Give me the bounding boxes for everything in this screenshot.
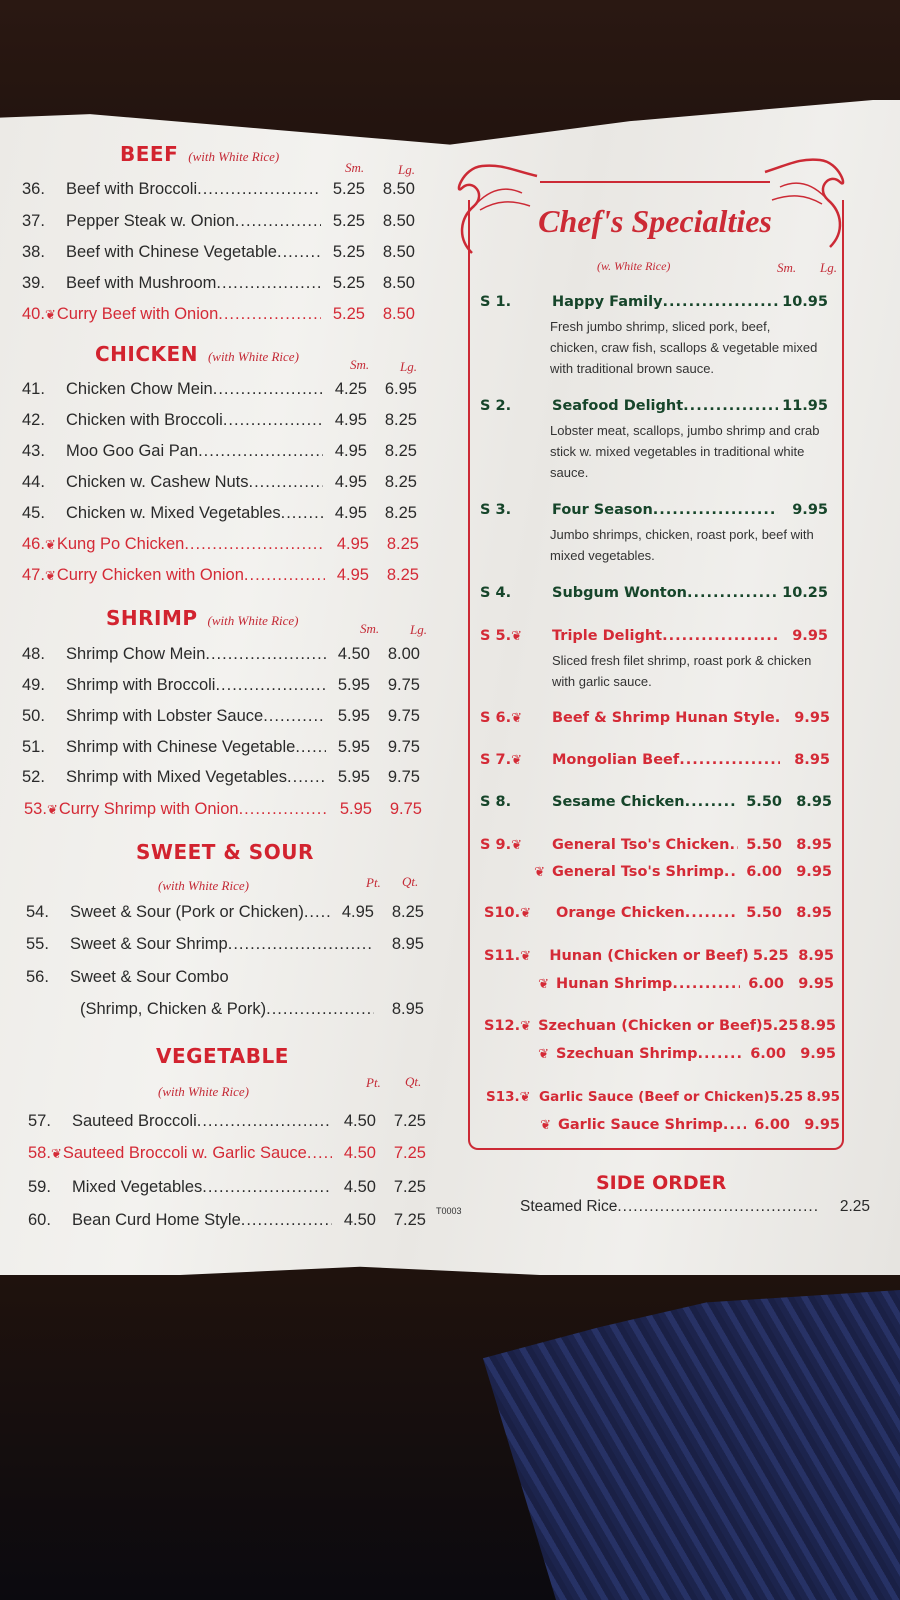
menu-item: 41. Chicken Chow Mein ..... 4.25 6.95 — [22, 380, 417, 399]
section-note: (with White Rice) — [158, 1084, 249, 1099]
specialty-item-spicy: S 7.❦ Mongolian Beef ..... 8.95 — [480, 752, 830, 768]
chili-pepper-icon: ❦ — [44, 307, 56, 322]
menu-item: 38. Beef with Chinese Vegetable ..... 5.25 8.50 — [22, 243, 415, 262]
menu-item: 54. Sweet & Sour (Pork or Chicken) ..... 4.95 8.25 — [26, 903, 424, 922]
menu-item: 39. Beef with Mushroom ..... 5.25 8.50 — [22, 274, 415, 293]
specialty-item: S 8. Sesame Chicken ..... 5.50 8.95 — [480, 794, 832, 810]
chili-pepper-icon: ❦ — [534, 865, 545, 880]
specialty-item-spicy: ❦ General Tso's Shrimp ..... 6.00 9.95 — [480, 864, 832, 880]
menu-item: 49. Shrimp with Broccoli ..... 5.95 9.75 — [22, 676, 420, 695]
specialty-item: S 3. Four Season ..... 9.95 — [480, 502, 828, 518]
specialty-item-spicy: ❦ Garlic Sauce Shrimp ..... 6.00 9.95 — [486, 1117, 840, 1133]
section-title: BEEF — [120, 142, 179, 166]
size-label-quart: Qt. — [402, 874, 419, 889]
menu-item: 52. Shrimp with Mixed Vegetables ..... 5.95 9.75 — [22, 768, 420, 787]
chili-pepper-icon: ❦ — [520, 1019, 532, 1034]
chili-pepper-icon: ❦ — [50, 1146, 62, 1161]
chili-pepper-icon: ❦ — [538, 1047, 549, 1062]
chili-pepper-icon: ❦ — [511, 711, 522, 726]
specialty-item: S 1. Happy Family ..... 10.95 — [480, 294, 828, 310]
menu-item: 36. Beef with Broccoli ..... 5.25 8.50 — [22, 180, 415, 199]
chef-specialties-title: Chef's Specialties — [538, 203, 772, 239]
menu-item: 42. Chicken with Broccoli ..... 4.95 8.25 — [22, 411, 417, 430]
size-label-large: Lg. — [400, 359, 417, 374]
specialty-description: Lobster meat, scallops, jumbo shrimp and crab stick w. mixed vegetables in traditional white sauce. — [550, 423, 820, 480]
menu-item-spicy: 53. ❦ Curry Shrimp with Onion ..... 5.95 9.75 — [24, 800, 422, 819]
menu-item-spicy: 46. ❦ Kung Po Chicken ..... 4.95 8.25 — [22, 535, 419, 554]
specialty-item-spicy: S 6.❦ Beef & Shrimp Hunan Style ..... 9.95 — [480, 710, 830, 726]
menu-item: 37. Pepper Steak w. Onion ..... 5.25 8.50 — [22, 212, 415, 231]
menu-item: 60. Bean Curd Home Style ..... 4.50 7.25 — [28, 1211, 426, 1230]
chili-pepper-icon: ❦ — [520, 949, 532, 964]
section-sweet-sour-header — [136, 840, 314, 864]
specialty-item: S 4. Subgum Wonton ..... 10.25 — [480, 585, 828, 601]
chili-pepper-icon: ❦ — [519, 1090, 531, 1105]
section-vegetable-header — [156, 1044, 289, 1068]
section-shrimp-header — [106, 606, 299, 630]
specialty-item-spicy: S10.❦ Orange Chicken ..... 5.50 8.95 — [484, 905, 832, 921]
section-note: (with White Rice) — [188, 149, 280, 164]
specialty-item: S 2. Seafood Delight ..... 11.95 — [480, 398, 828, 414]
chili-pepper-icon: ❦ — [44, 568, 56, 583]
chili-pepper-icon: ❦ — [46, 802, 58, 817]
menu-item: 45. Chicken w. Mixed Vegetables ..... 4.95 8.25 — [22, 504, 417, 523]
specialty-item-spicy: S13.❦ Garlic Sauce (Beef or Chicken) 5.25 8.95 — [486, 1089, 840, 1105]
menu-item: 57. Sauteed Broccoli ..... 4.50 7.25 — [28, 1112, 426, 1131]
section-note: (with White Rice) — [207, 349, 299, 364]
menu-item-spicy: 58. ❦ Sauteed Broccoli w. Garlic Sauce ..... 4.50 7.25 — [28, 1144, 426, 1163]
specialty-item-spicy: S 5.❦ Triple Delight ..... 9.95 — [480, 628, 828, 644]
size-label-large: Lg. — [410, 622, 427, 637]
section-title: VEGETABLE — [156, 1044, 289, 1068]
size-label-pint: Pt. — [366, 1075, 381, 1090]
section-title: CHICKEN — [95, 342, 198, 366]
menu-item-continuation: (Shrimp, Chicken & Pork) ..... 8.95 — [80, 1000, 424, 1019]
chili-pepper-icon: ❦ — [511, 629, 522, 644]
section-title: SHRIMP — [106, 606, 198, 630]
section-note: (with White Rice) — [158, 878, 249, 893]
menu-item: 43. Moo Goo Gai Pan ..... 4.95 8.25 — [22, 442, 417, 461]
section-title: SWEET & SOUR — [136, 840, 314, 864]
menu-item: 48. Shrimp Chow Mein ..... 4.50 8.00 — [22, 645, 420, 664]
menu-item: 59. Mixed Vegetables ..... 4.50 7.25 — [28, 1178, 426, 1197]
size-label-large: Lg. — [398, 162, 415, 177]
menu-item: 44. Chicken w. Cashew Nuts ..... 4.95 8.25 — [22, 473, 417, 492]
menu-item: 55. Sweet & Sour Shrimp ..... 8.95 — [26, 935, 424, 954]
chili-pepper-icon: ❦ — [44, 537, 56, 552]
side-order-item: Steamed Rice ..... 2.25 — [520, 1198, 870, 1216]
specialty-item-spicy: S12.❦ Szechuan (Chicken or Beef) 5.25 8.95 — [484, 1018, 836, 1034]
menu-item-spicy: 47. ❦ Curry Chicken with Onion ..... 4.95 8.25 — [22, 566, 419, 585]
size-label-quart: Qt. — [405, 1074, 422, 1089]
section-chicken-header — [95, 342, 299, 366]
chili-pepper-icon: ❦ — [511, 838, 522, 853]
specialty-description: Sliced fresh filet shrimp, roast pork & chicken with garlic sauce. — [552, 653, 812, 689]
specialty-item-spicy: ❦ Hunan Shrimp ..... 6.00 9.95 — [484, 976, 834, 992]
size-label-small: Sm. — [350, 357, 370, 372]
menu-item: 50. Shrimp with Lobster Sauce ..... 5.95 9.75 — [22, 707, 420, 726]
menu-item: 51. Shrimp with Chinese Vegetable ..... 5.95 9.75 — [22, 738, 420, 757]
specialty-item-spicy: S11.❦ Hunan (Chicken or Beef) 5.25 8.95 — [484, 948, 834, 964]
specialty-item-spicy: S 9.❦ General Tso's Chicken ..... 5.50 8.95 — [480, 837, 832, 853]
chili-pepper-icon: ❦ — [511, 753, 522, 768]
section-note: (with White Rice) — [207, 613, 299, 628]
section-note: (w. White Rice) — [597, 259, 671, 273]
section-beef-header — [120, 142, 279, 166]
side-order-title: SIDE ORDER — [596, 1172, 727, 1194]
size-label-small: Sm. — [360, 621, 380, 636]
frame-top-rule — [540, 181, 770, 183]
size-label-pint: Pt. — [366, 875, 381, 890]
chili-pepper-icon: ❦ — [540, 1118, 551, 1133]
size-label-small: Sm. — [345, 160, 365, 175]
chili-pepper-icon: ❦ — [520, 906, 532, 921]
menu-item: 56. Sweet & Sour Combo — [26, 968, 229, 986]
chili-pepper-icon: ❦ — [538, 977, 549, 992]
specialty-item-spicy: ❦ Szechuan Shrimp ..... 6.00 9.95 — [484, 1046, 836, 1062]
specialty-description: Jumbo shrimps, chicken, roast pork, beef with mixed vegetables. — [550, 527, 814, 563]
size-label-small: Sm. — [777, 260, 797, 275]
specialty-description: Fresh jumbo shrimp, sliced pork, beef, chicken, craw fish, scallops & vegetable mixed with traditional brown sauce. — [550, 319, 818, 376]
size-label-large: Lg. — [820, 260, 837, 275]
print-code: T0003 — [436, 1206, 462, 1216]
menu-item-spicy: 40. ❦ Curry Beef with Onion ..... 5.25 8.50 — [22, 305, 415, 324]
